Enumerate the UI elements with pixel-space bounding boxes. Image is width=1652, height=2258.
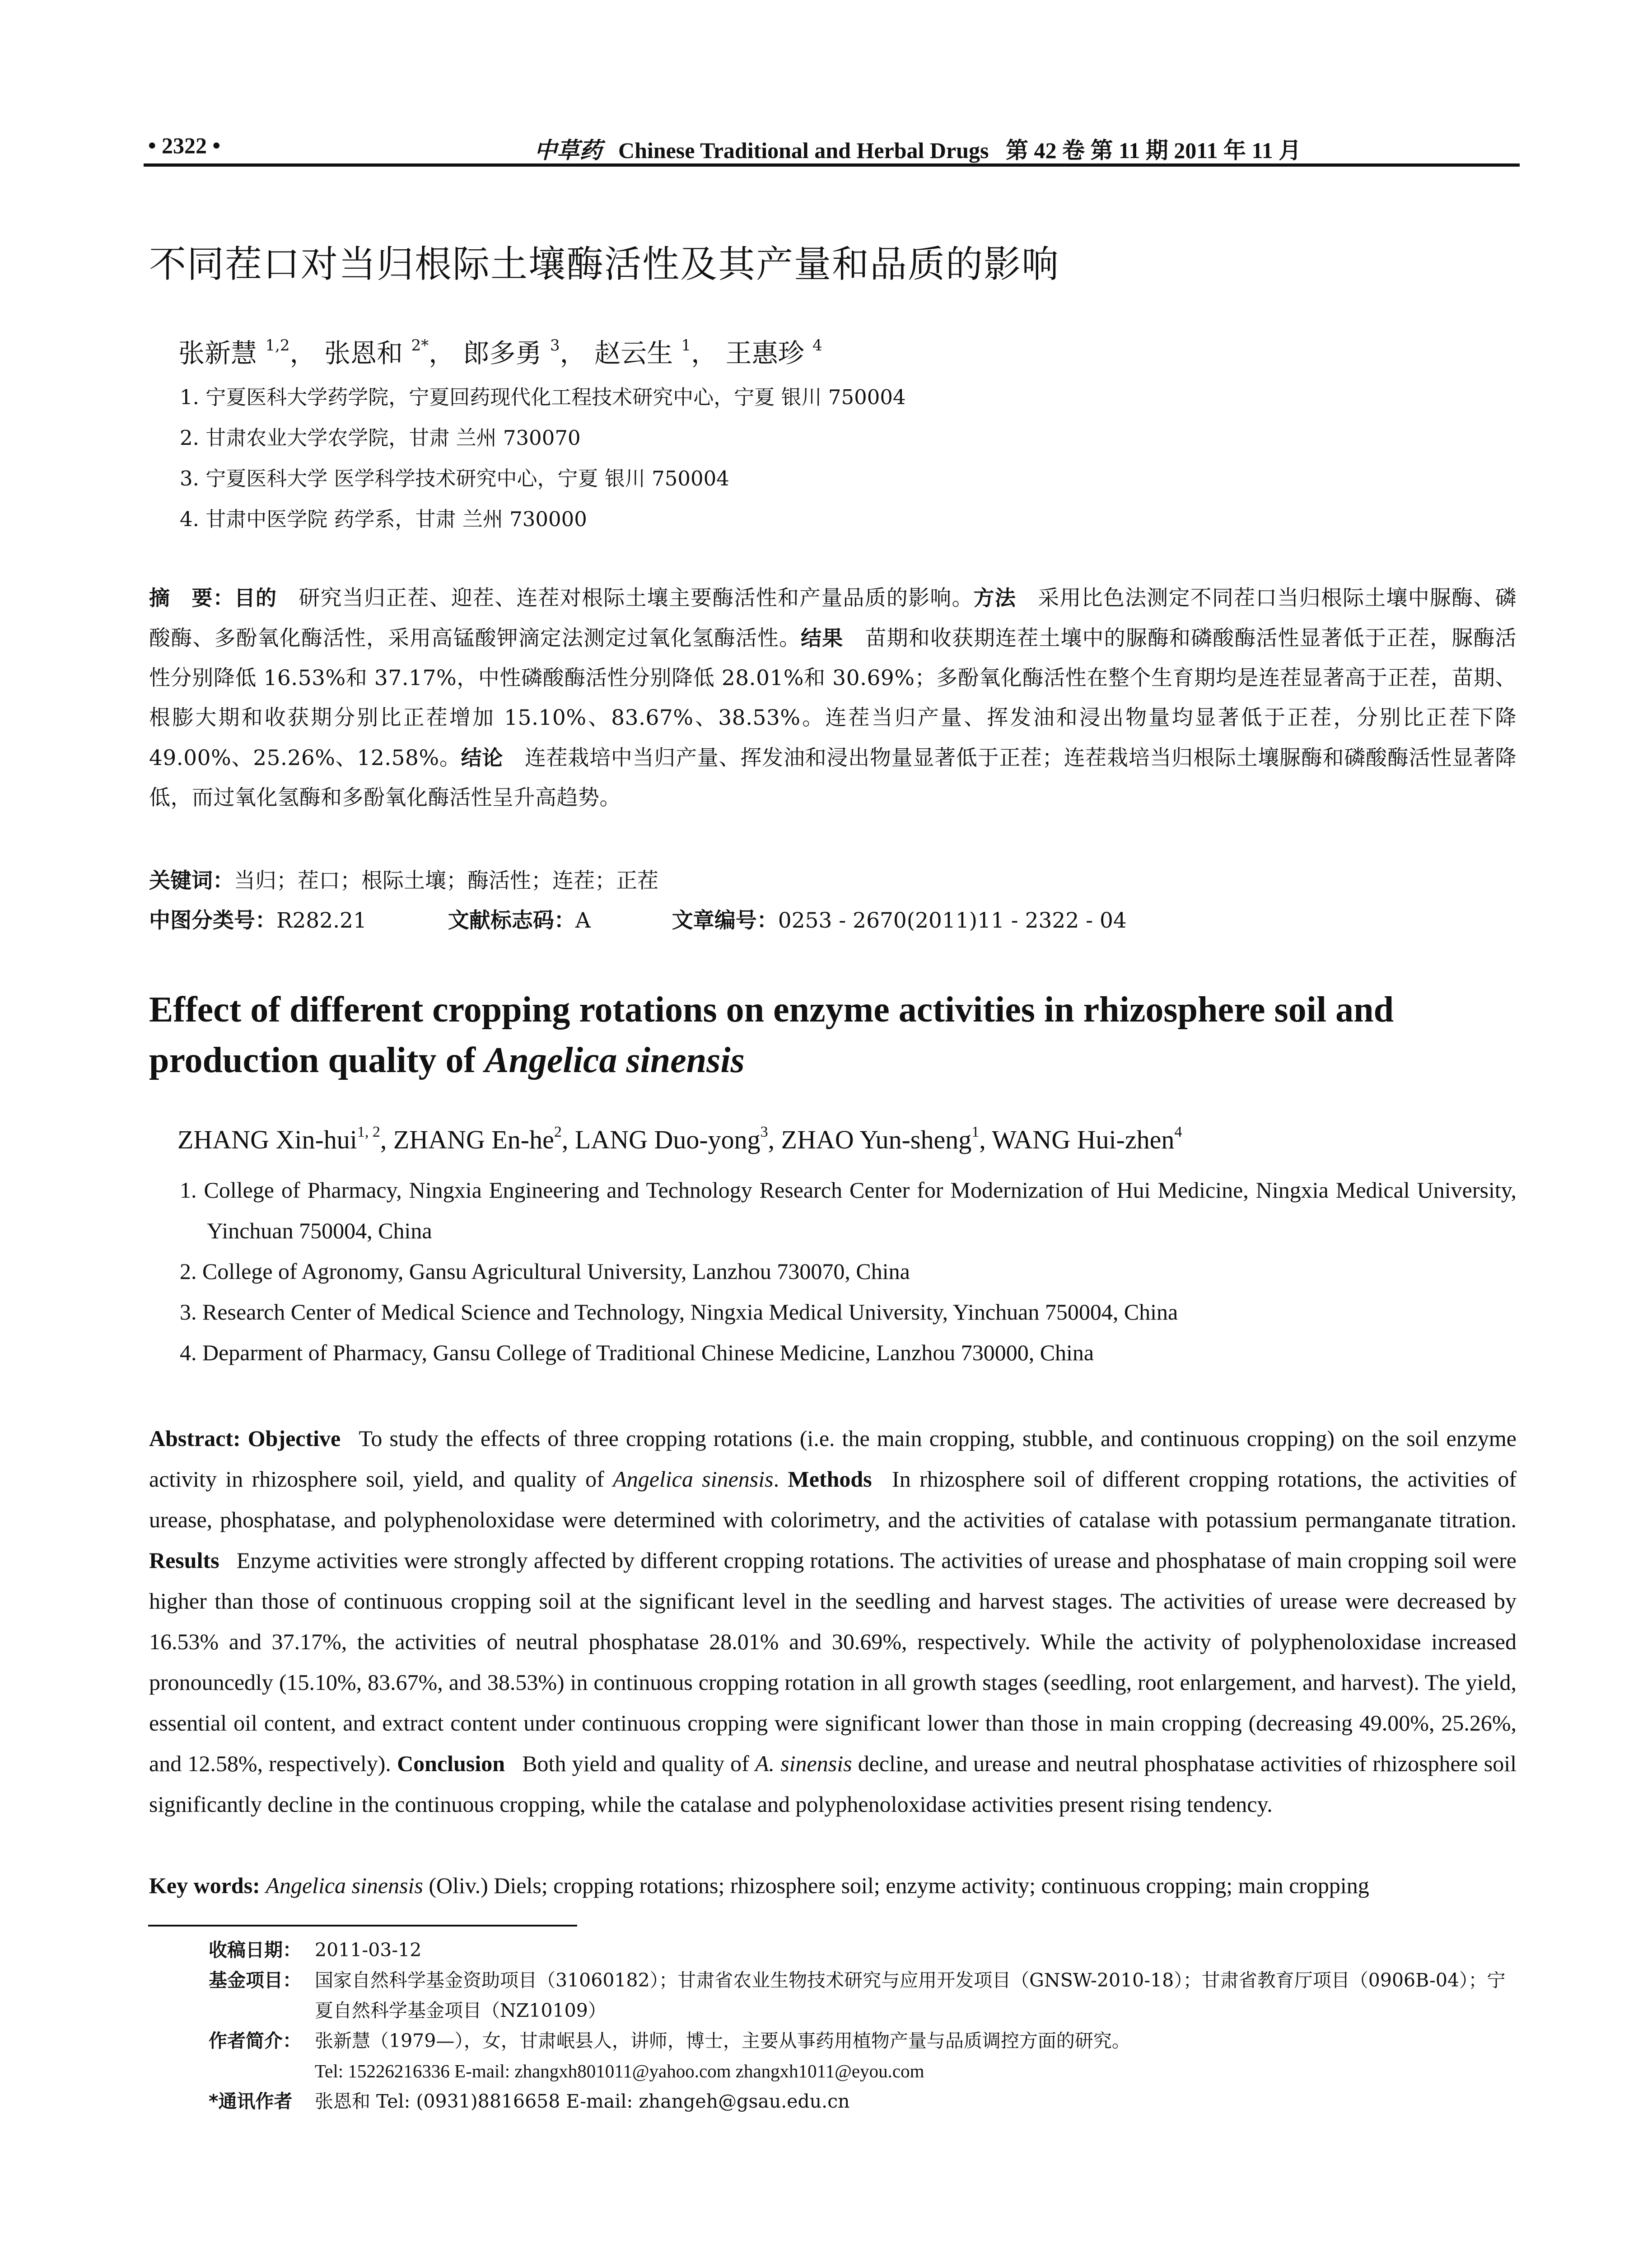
funding-label: 基金项目： (209, 1969, 301, 1991)
received-label: 收稿日期： (209, 1939, 301, 1961)
en-author: LANG Duo-yong (574, 1125, 761, 1154)
cn-keywords-label: 关键词： (149, 868, 234, 893)
author-sep: ， (289, 338, 316, 369)
author-sep: ， (560, 338, 586, 369)
cn-affiliation: 2. 甘肃农业大学农学院，甘肃 兰州 730070 (180, 426, 581, 450)
footnote-author (209, 2026, 1518, 2056)
en-author: ZHAO Yun-sheng (781, 1125, 972, 1154)
en-author: ZHANG Xin-hui (177, 1125, 357, 1154)
en-affiliation: 4. Deparment of Pharmacy, Gansu College of Traditional Chinese Medicine, Lanzhou 730000, China (180, 1340, 1094, 1365)
issue-info: 第 42 卷 第 11 期 2011 年 11 月 (1005, 138, 1302, 163)
journal-line (534, 132, 1301, 165)
cn-abstract (149, 578, 1517, 818)
author-bio-label: 作者简介： (209, 2030, 301, 2052)
doc-code-value: A (575, 908, 591, 933)
cn-methods-label: 方法 (973, 586, 1017, 610)
en-author: WANG Hui-zhen (992, 1125, 1175, 1154)
cn-keywords (149, 861, 1517, 901)
en-affiliation: 1. College of Pharmacy, Ningxia Engineering and Technology Research Center for Modernization of Hui Medicine, Ningxia Medical University, Yinchuan 750004, China (180, 1177, 1517, 1243)
watermark-strip (0, 2251, 1652, 2258)
cn-conclusion-text: 连茬栽培中当归产量、挥发油和浸出物量显著低于正茬；连茬栽培当归根际土壤脲酶和磷酸酶活性显著降低，而过氧化氢酶和多酚氧化酶活性呈升高趋势。 (149, 746, 1517, 810)
author-sep: , (380, 1125, 393, 1154)
en-keywords-label: Key words: (149, 1873, 260, 1898)
journal-cn-name: 中草药 (534, 137, 602, 163)
footnote-funding (209, 1965, 1518, 2026)
author-bio-text: 张新慧（1979—），女，甘肃岷县人，讲师，博士，主要从事药用植物产量与品质调控方面的研究。 (315, 2030, 1130, 2052)
clc-value: R282.21 (276, 908, 367, 933)
en-affiliation: 2. College of Agronomy, Gansu Agricultural University, Lanzhou 730070, China (180, 1259, 910, 1284)
footnote-received (209, 1935, 1518, 1965)
cn-affiliation: 4. 甘肃中医学院 药学系，甘肃 兰州 730000 (180, 507, 587, 531)
corresponding-label: *通讯作者 (209, 2090, 293, 2112)
en-conclusion-species: A. sinensis (755, 1751, 852, 1776)
footnotes (209, 1935, 1518, 2117)
cn-classification-line (149, 901, 1517, 941)
author-sep: , (979, 1125, 992, 1154)
en-results-text: Enzyme activities were strongly affected by different cropping rotations. The activities of urease and phosphatase of main cropping soil were higher than those of continuous cropping soil at the significant level in the seedling and harvest stages. The activities of urease were decreased by 16.53% and 37.17%, the activities of neutral phosphatase 28.01% and 30.69%, respectively. While the activity of polyphenoloxidase increased pronouncedly (15.10%, 83.67%, and 38.53%) in continuous cropping rotation in all growth stages (seedling, root enlargement, and harvest). The yield, essential oil content, and extract content under continuous cropping were significant lower than those in main cropping (decreasing 49.00%, 25.26%, and 12.58%, respectively). (149, 1548, 1517, 1776)
author-sep: , (768, 1125, 781, 1154)
cn-author: 张新慧 (178, 338, 257, 369)
en-title-species: Angelica sinensis (485, 1040, 745, 1080)
cn-author: 郎多勇 (463, 338, 542, 369)
en-title (149, 984, 1522, 1086)
cn-affiliation: 3. 宁夏医科大学 医学科学技术研究中心，宁夏 银川 750004 (180, 467, 729, 490)
en-keywords (149, 1865, 1522, 1906)
en-author-sup: 3 (760, 1124, 768, 1140)
article-no-value: 0253 - 2670(2011)11 - 2322 - 04 (778, 908, 1127, 933)
cn-authors (178, 332, 822, 370)
en-methods-text: In rhizosphere soil of different cropping rotations, the activities of urease, phosphatase, and polyphenoloxidase were determined with colorimetry, and the activities of catalase with potassium permanganate titration. (149, 1466, 1517, 1532)
cn-methods-text: 采用比色法测定不同茬口当归根际土壤中脲酶、磷酸酶、多酚氧化酶活性，采用高锰酸钾滴定法测定过氧化氢酶活性。 (149, 586, 1517, 651)
author-sep: ， (691, 338, 718, 369)
en-author-sup: 4 (1174, 1124, 1182, 1140)
cn-author-sup: 1,2 (265, 336, 290, 355)
en-conclusion-text: Both yield and quality of (522, 1751, 755, 1776)
en-affiliation: 3. Research Center of Medical Science and Technology, Ningxia Medical University, Yinchuan 750004, China (180, 1299, 1178, 1325)
cn-affiliations (180, 377, 906, 540)
author-sep: ， (429, 338, 455, 369)
en-conclusion-text-end: decline, and urease and neutral phosphatase activities of rhizosphere soil significantly decline in the continuous cropping, while the catalase and polyphenoloxidase activities present rising tendency. (149, 1751, 1517, 1817)
en-conclusion-label: Conclusion (397, 1751, 505, 1776)
article-no-label: 文章编号： (672, 908, 778, 933)
cn-affiliation: 1. 宁夏医科大学药学院，宁夏回药现代化工程技术研究中心，宁夏 银川 750004 (180, 385, 906, 409)
cn-title: 不同茬口对当归根际土壤酶活性及其产量和品质的影响 (149, 243, 1060, 286)
en-authors (177, 1124, 1182, 1155)
cn-author: 赵云生 (594, 338, 673, 369)
footnote-corresponding (209, 2086, 1518, 2117)
en-author: ZHANG En-he (393, 1125, 554, 1154)
header-rule (144, 163, 1520, 167)
en-title-text: Effect of different cropping rotations on enzyme activities in rhizosphere soil and production quality of (149, 990, 1394, 1080)
en-objective-end: . (773, 1466, 779, 1492)
en-abstract-label: Abstract: (149, 1426, 241, 1451)
author-contact: Tel: 15226216336 E-mail: zhangxh801011@yahoo.com zhangxh1011@eyou.com (315, 2061, 924, 2081)
cn-results-label: 结果 (801, 626, 844, 650)
page-number: • 2322 • (148, 133, 221, 158)
cn-author-sup: 2* (411, 336, 429, 355)
cn-keywords-text: 当归；茬口；根际土壤；酶活性；连茬；正茬 (234, 868, 658, 893)
cn-objective-text: 研究当归正茬、迎茬、连茬对根际土壤主要酶活性和产量品质的影响。 (298, 586, 974, 611)
footnote-rule (148, 1925, 577, 1927)
cn-author-sup: 3 (550, 336, 560, 355)
cn-abstract-label: 摘 要： (149, 586, 234, 610)
en-methods-label: Methods (788, 1466, 872, 1492)
en-objective-species: Angelica sinensis (613, 1466, 774, 1492)
journal-en-name: Chinese Traditional and Herbal Drugs (618, 138, 989, 163)
cn-conclusion-label: 结论 (461, 746, 504, 770)
doc-code-label: 文献标志码： (448, 908, 575, 933)
cn-results-text: 苗期和收获期连茬土壤中的脲酶和磷酸酶活性显著低于正茬，脲酶活性分别降低 16.53%和 37.17%，中性磷酸酶活性分别降低 28.01%和 30.69%；多酚氧化酶活性在整个生育期均是连茬显著高于正茬，苗期、根膨大期和收获期分别比正茬增加 15.10%、83.67%、38.53%。连茬当归产量、挥发油和浸出物量均显著低于正茬，分别比正茬下降 49.00%、25.26%、12.58%。 (149, 626, 1517, 770)
en-affiliations (180, 1170, 1517, 1373)
funding-text: 国家自然科学基金资助项目（31060182）；甘肃省农业生物技术研究与应用开发项目（GNSW-2010-18）；甘肃省教育厅项目（0906B-04）；宁夏自然科学基金项目（NZ10109） (315, 1969, 1506, 2021)
en-objective-label: Objective (247, 1426, 341, 1451)
author-sep: , (561, 1125, 575, 1154)
clc-label: 中图分类号： (149, 908, 276, 933)
en-objective-text: To study the effects of three cropping rotations (i.e. the main cropping, stubble, and continuous cropping) on the soil enzyme activity in rhizosphere soil, yield, and quality of (149, 1426, 1517, 1492)
cn-author: 王惠珍 (725, 338, 804, 369)
en-author-sup: 1, 2 (357, 1124, 380, 1140)
cn-author-sup: 4 (812, 336, 822, 355)
en-keywords-text: (Oliv.) Diels; cropping rotations; rhizosphere soil; enzyme activity; continuous cropping; main cropping (423, 1873, 1369, 1898)
cn-author-sup: 1 (681, 336, 691, 355)
en-keywords-species: Angelica sinensis (266, 1873, 423, 1898)
corresponding-text: 张恩和 Tel: (0931)8816658 E-mail: zhangeh@gsau.edu.cn (315, 2090, 850, 2112)
en-abstract (149, 1418, 1517, 1824)
cn-author: 张恩和 (324, 338, 403, 369)
en-author-sup: 1 (971, 1124, 980, 1140)
en-author-sup: 2 (554, 1124, 562, 1140)
en-results-label: Results (149, 1548, 219, 1573)
running-header (148, 129, 1517, 165)
cn-objective-label: 目的 (234, 586, 277, 610)
received-date: 2011-03-12 (315, 1939, 422, 1961)
